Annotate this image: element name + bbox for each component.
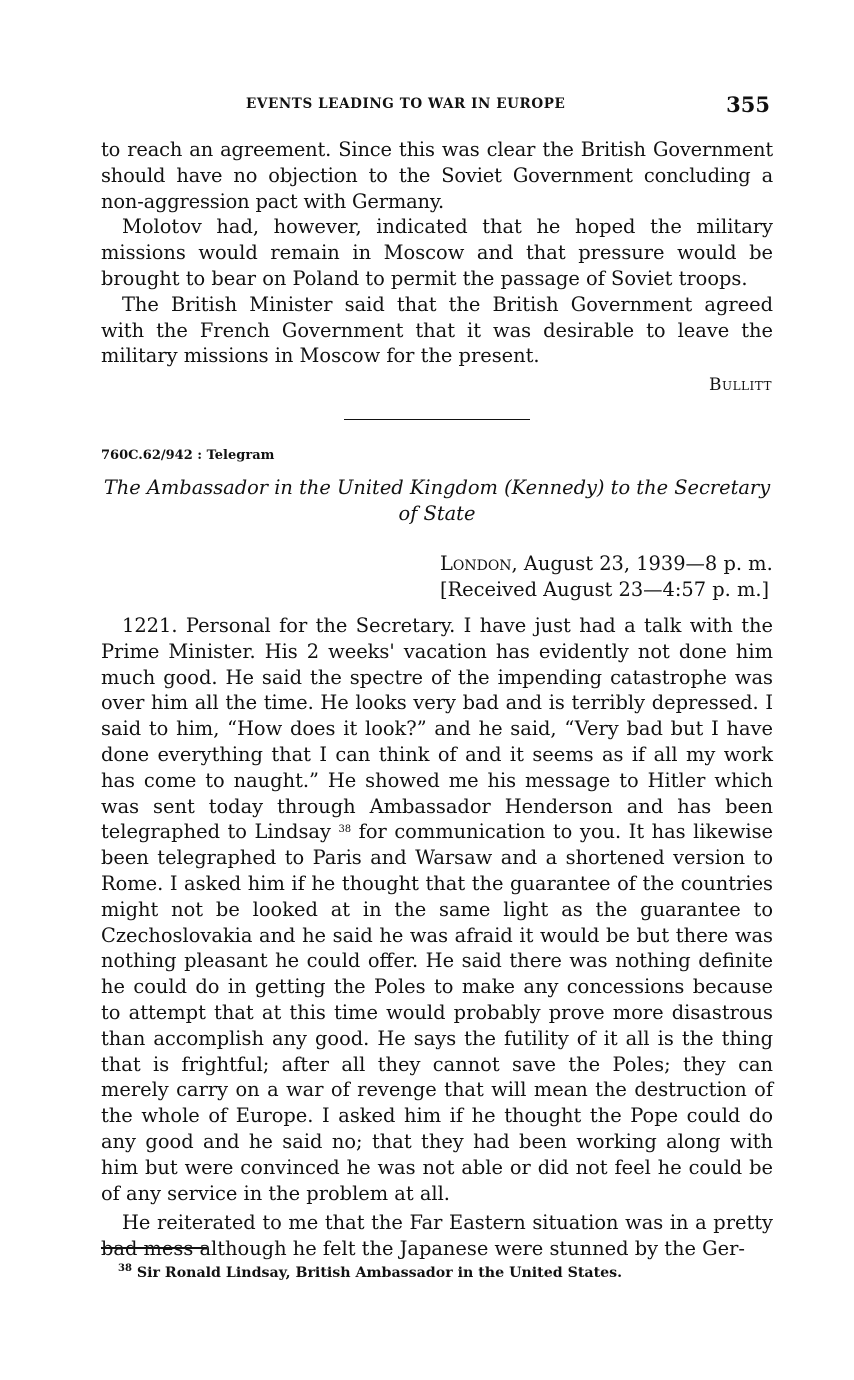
document-title — [101, 475, 773, 527]
paragraph: He reiterated to me that the Far Eastern situation was in a pretty bad mess although he felt the Japanese were stunned by the Ger- — [101, 1211, 773, 1261]
date-received: [Received August 23—4:57 p. m.] — [440, 577, 770, 601]
telegram-body — [101, 613, 773, 1262]
page-number: 355 — [726, 92, 770, 117]
running-title: EVENTS LEADING TO WAR IN EUROPE — [246, 96, 566, 112]
paragraph: The British Minister said that the British Government agreed with the French Government that it was desirable to leave the military missions in Moscow for the present. — [101, 292, 773, 368]
footnote — [118, 1265, 622, 1281]
footnote-rule — [101, 1247, 207, 1249]
dateline-date: August 23, 1939—8 p. m. — [517, 552, 773, 575]
footnote-marker: 38 — [118, 1263, 132, 1274]
document-title-line: The Ambassador in the United Kingdom (Kennedy) to the Secretary — [103, 476, 771, 499]
signature: Bullitt — [708, 375, 772, 395]
file-number: 760C.62/942 : Telegram — [101, 448, 275, 463]
section-divider — [344, 419, 530, 420]
dateline — [440, 551, 773, 603]
paragraph: to reach an agreement. Since this was clear the British Government should have no objection to the Soviet Government concluding a non-aggression pact with Germany. — [101, 138, 773, 213]
dateline-place: London, — [440, 552, 518, 575]
footnote-text: Sir Ronald Lindsay, British Ambassador in the United States. — [131, 1265, 623, 1281]
paragraph: Molotov had, however, indicated that he hoped the military missions would remain in Moscow and that pressure would be brought to bear on Poland to permit the passage of Soviet troops. — [101, 215, 773, 290]
paragraph-text: for communication to you. It has likewise been telegraphed to Paris and Warsaw and a shortened version to Rome. I asked him if he thought that the guarantee of the countries might not be looked at in the same light as the guarantee to Czechoslovakia and he said he was afraid it would be but there was nothing pleasant he could offer. He said there was nothing definite he could do in getting the Poles to make any concessions because to attempt that at this time would probably prove more disastrous than accomplish any good. He says the futility of it all is the thing that is frightful; after all they cannot save the Poles; they can merely carry on a war of revenge that will mean the destruction of the whole of Europe. I asked him if he thought the Pope could do any good and he said no; that they had been working along with him but were convinced he was not able or did not feel he could be of any service in the problem at all. — [101, 820, 773, 1205]
footnote-reference[interactable]: 38 — [338, 824, 352, 836]
document-title-line: of State — [398, 501, 476, 525]
paragraph-text: 1221. Personal for the Secretary. I have just had a talk with the Prime Minister. His 2 weeks' vacation has evidently not done him much good. He said the spectre of the impending catastrophe was over him all the time. He looks very bad and is terribly depressed. I said to him, “How does it look?” and he said, “Very bad but I have done everything that I can think of and it seems as if all my work has come to naught.” He showed me his message to Hitler which was sent today through Ambassador Henderson and has been telegraphed to Lindsay — [101, 614, 773, 844]
paragraph — [101, 613, 773, 1206]
continuation-text — [101, 137, 773, 369]
running-head — [100, 92, 772, 122]
date-sent — [440, 551, 773, 577]
